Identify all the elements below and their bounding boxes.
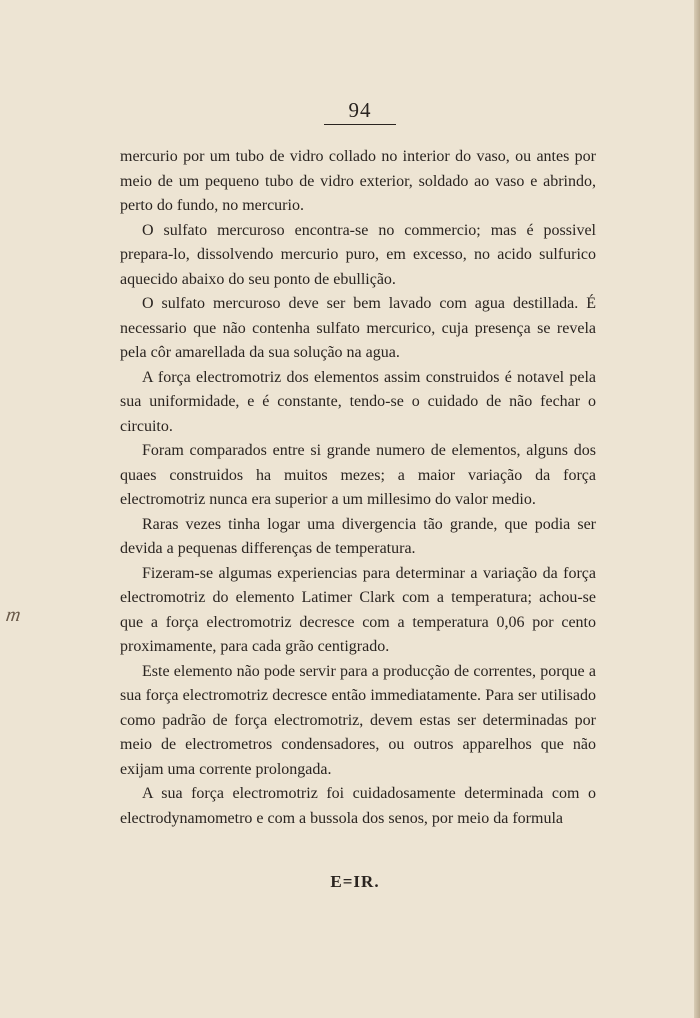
paragraph: O sulfato mercuroso deve ser bem lavado com agua destillada. É necessario que não contenha sulfato mercurico, cuja presença se revela pela côr amarellada da sua solução na agua.	[120, 295, 596, 361]
paragraph: A sua força electromotriz foi cuidadosamente determinada com o electrodynamometro e com a bussola dos senos, por meio da formula	[120, 785, 596, 827]
paragraph: Fizeram-se algumas experiencias para determinar a variação da força electromotriz do elemento Latimer Clark com a temperatura; achou-se que a força electromotriz decresce com a temperatura 0,06 por cento proximamente, para cada grão centigrado.	[120, 564, 596, 655]
paragraph: O sulfato mercuroso encontra-se no commercio; mas é possivel prepara-lo, dissolvendo mercurio puro, em excesso, no acido sulfurico aquecido abaixo do seu ponto de ebullição.	[120, 221, 596, 288]
page-edge	[694, 0, 700, 1018]
paragraph-continuation: mercurio por um tubo de vidro collado no interior do vaso, ou antes por meio de um pequeno tubo de vidro exterior, soldado ao vaso e abrindo, perto do fundo, no mercurio.	[120, 148, 596, 214]
paragraph: Raras vezes tinha logar uma divergencia tão grande, que podia ser devida a pequenas differenças de temperatura.	[120, 515, 596, 557]
page-number-rule	[324, 124, 396, 125]
formula: E=IR.	[330, 872, 380, 891]
paragraph: Foram comparados entre si grande numero de elementos, alguns dos quaes construidos ha muitos mezes; a maior variação da força electromotriz nunca era superior a um millesimo do valor medio.	[120, 442, 596, 508]
page-number: 94	[348, 98, 372, 122]
body-text	[120, 145, 596, 831]
paragraph: Este elemento não pode servir para a producção de correntes, porque a sua força electromotriz decresce então immediatamente. Para ser utilisado como padrão de força electromotriz, devem estas ser determinadas por meio de electrometros condensadores, ou outros apparelhos que não exijam uma corrente prolongada.	[120, 662, 596, 778]
margin-note: m	[4, 604, 23, 626]
paragraph: A força electromotriz dos elementos assim construidos é notavel pela sua uniformidade, e é constante, tendo-se o cuidado de não fechar o circuito.	[120, 368, 596, 435]
